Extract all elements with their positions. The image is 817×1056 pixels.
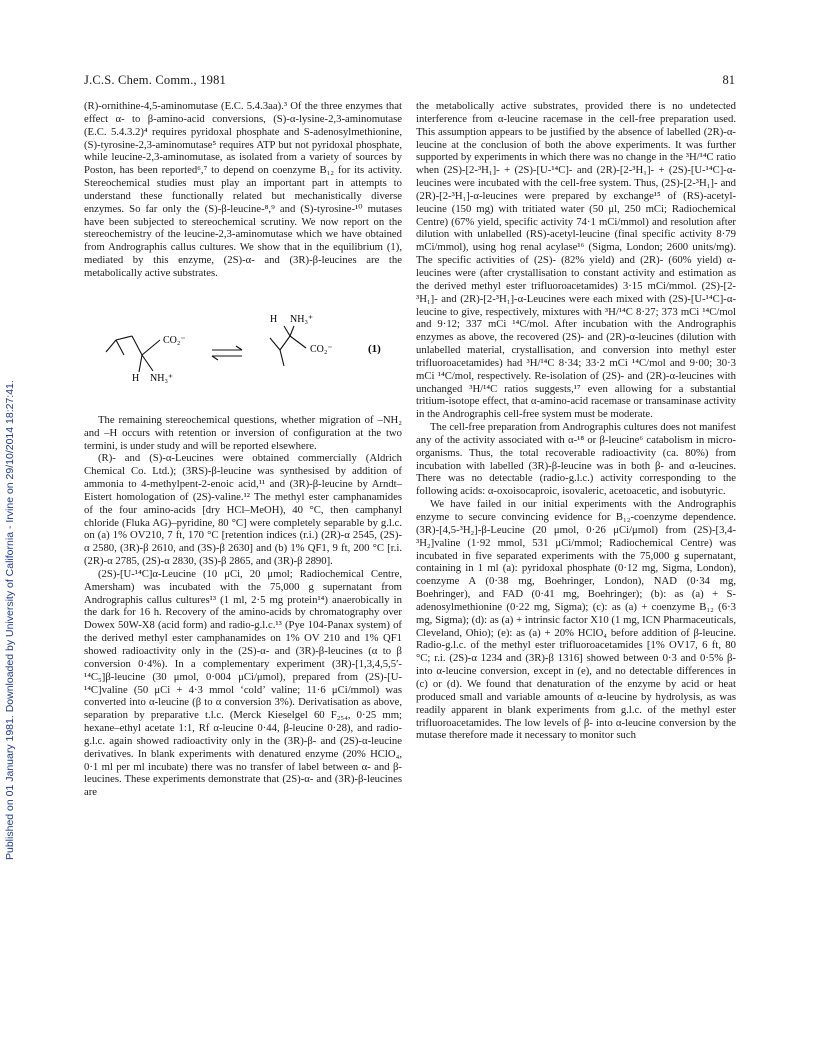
download-watermark-text: Published on 01 January 1981. Downloaded by University of California - Irvine on 29/10/2014 18:27:41. (4, 380, 16, 860)
left-paragraph-4: (2S)-[U-¹⁴C]α-Leucine (10 μCi, 20 μmol; Radiochemical Centre, Amersham) was incubated with the 75,000 g supernatant from Andrographis callus cultures¹³ (1 ml, 2·5 mg protein¹⁴) anaerobically in the dark for 16 h. Recovery of the amino-acids by chromatography over Dowex 50W-X8 (acid form) and radio-g.l.c.¹³ (Pye 104-Panax system) of the derived methyl ester camphanamides on 1% OV 210 and 1% QF1 showed radioactivity only in the (2S)-α- and (3R)-β-leucines (α to β conversion 0·4%). In a complementary experiment (3R)-[1,3,4,5,5′-¹⁴C₅]β-leucine (30 μmol, 0·004 μCi/μmol), prepared from (2S)-[U-¹⁴C]valine (50 μCi + 4·3 mmol ‘cold’ valine; 11·6 μCi/mmol) was converted into α-leucine (β to α conversion 3%). Derivatisation as above, separation by preparative t.l.c. (Merck Kieselgel 60 F₂₅₄, 0·25 mm; hexane–ethyl acetate 1:1, Rf α-leucine 0·44, β-leucine 0·28), and radio-g.l.c. again showed radioactivity only in the (3R)-β- and (2S)-α-leucine derivatives. In blank experiments with denatured enzyme (20% HClO₄, 0·1 ml per ml incubate) there was no transfer of label between α- and β-leucines. These experiments demonstrate that (2S)-α- and (3R)-β-leucines are (84, 567, 402, 799)
right-paragraph-2: The cell-free preparation from Andrographis cultures does not manifest any of the activity associated with α-¹⁸ or β-leucine⁶ catabolism in micro-organisms. Thus, the total recoverable radioactivity (ca. 80%) from incubation with labelled (3R)-β-leucine was in both β- and α-leucines. There was no detectable (radio-g.l.c.) activity corresponding to the following acids: α-oxoisocaproic, isovaleric, acetoacetic, and isobutyric. (416, 421, 736, 498)
right-co2-label: CO₂⁻ (310, 343, 333, 355)
left-paragraph-2: The remaining stereochemical questions, whether migration of –NH₂ and –H occurs with retention or inversion of configuration at the two termini, is under study and will be reported elsewhere. (84, 413, 402, 452)
equilibrium-scheme-svg (84, 280, 402, 410)
page-number: 81 (722, 73, 735, 87)
alpha-leucine-structure (106, 336, 160, 372)
left-co2-label: CO₂⁻ (163, 334, 186, 346)
right-paragraph-3: We have failed in our initial experiments with the Andrographis enzyme to secure convincing evidence for B₁₂-coenzyme dependence. (3R)-[4,5-³H₂]-β-Leucine (20 μmol, 0·26 μCi/μmol) from (2S)-[3,4-³H₂]valine (1·92 mmol, 531 μCi/mmol; Radiochemical Centre) was incubated in five separated experiments with the 75,000 g supernatant, containing in 1 ml (a): pyridoxal phosphate (0·12 mg, Sigma, London), coenzyme A (0·38 mg, Boehringer, London), NAD (0·34 mg, Boehringer), and FAD (0·41 mg, Boehringer); (b): as (a) + S-adenosylmethionine (0·22 mg, Sigma); (c): as (a) + coenzyme B₁₂ (6·3 mg, Sigma); (d): as (a) + intrinsic factor X10 (1 mg, ICN Pharmaceuticals, Cleveland, Ohio); (e): as (a) + 20% HClO₄ before addition of β-leucine. Radio-g.l.c. of the methyl ester trifluoroacetamides [1% OV17, 6 ft, 80 °C; r.i. (2S)-α 1234 and (3R)-β 1316] showed between 0·3 and 0·5% β- into α-leucine conversion, except in (e), and no detectable differences in (c) or (d). We found that denaturation of the enzyme by acid or heat produced small and variable amounts of α-leucine by hydrolysis, as was readily apparent in blank experiments from g.l.c. of the methyl ester trifluoroacetamides. The low levels of β- into α-leucine conversion by the mutase therefore made it necessary to monitor such (416, 498, 736, 742)
left-column (84, 100, 402, 799)
beta-leucine-structure (270, 326, 306, 366)
left-nh3-label: NH₃⁺ (150, 372, 174, 384)
running-header-journal: J.C.S. Chem. Comm., 1981 (84, 73, 226, 87)
right-paragraph-1: the metabolically active substrates, provided there is no undetected interference from α-leucine racemase in the cell-free preparation used. This assumption appears to be justified by the absence of labelled (2R)-α-leucine at the conclusion of both the above experiments. It was further supported by experiments in which there was no change in the ³H/¹⁴C ratio when (2S)-[2-³H₁]- + (2S)-[U-¹⁴C]- and (2R)-[2-³H₁]- + (2S)-[U-¹⁴C]-α-leucines were incubated with the cell-free system. Thus, (2S)-[2-³H₁]- and (2R)-[2-³H₁]-α-leucines were prepared by exchange¹⁵ of (RS)-acetyl-leucine (150 mg) with tritiated water (50 μl, 250 mCi; Radiochemical Centre) (67% yield, specific activity 74·1 mCi/mmol) and resolution after dilution with unlabelled (RS)-acetyl-leucine (final specific activity 8·79 mCi/mmol), using hog renal acylase¹⁶ (Sigma, London; 2600 units/mg). The specific activities of (2S)- (82% yield) and (2R)- (60% yield) α-leucines were (after crystallisation to constant activity and estimation as the derived methyl ester trifluoroacetamides) 3·15 mCi/mmol. (2S)-[2-³H₁]- and (2R)-[2-³H₁]-α-Leucines were each mixed with (2S)-[U-¹⁴C]-α-leucine to give, respectively, mixtures with ³H/¹⁴C 8·27; 373 mCi ¹⁴C/mol and 9·12; 337 mCi ¹⁴C/mol. After incubation with the Andrographis enzymes as above, the recovered (2S)- and (2R)-α-leucines (dilution with unlabelled material, crystallisation, and conversion into methyl ester trifluoroacetamides) had ³H/¹⁴C 8·34; 33·2 mCi ¹⁴C/mol and 9·00; 30·3 mCi ¹⁴C/mol, respectively. Re-isolation of (2S)- and (2R)-α-leucines with unchanged ³H/¹⁴C ratios suggests,¹⁷ even allowing for a substantial tritium-isotope effect, that α-amino-acid racemase or transaminase activity in the Andrographis cell-free system must be moderate. (416, 100, 736, 421)
left-paragraph-3: (R)- and (S)-α-Leucines were obtained commercially (Aldrich Chemical Co. Ltd.); (3RS)-β-leucine was synthesised by addition of ammonia to 4-methylpent-2-enoic acid,¹¹ and (3R)-β-leucine by Arndt–Eistert homologation of (2S)-valine.¹² The methyl ester camphanamides of the four amino-acids [dry HCl–MeOH), 40 °C, then camphanyl chloride (Fluka AG)–pyridine, 80 °C] were completely separable by g.l.c. on (a) 1% OV210, 7 ft, 170 °C [retention indices (r.i.) (2R)-α 2545, (2S)-α 2580, (3R)-β 2610, and (3S)-β 2630] and (b) 1% QF1, 9 ft, 200 °C [r.i. (2R)-α 2785, (2S)-α 2830, (3S)-β 2865, and (3R)-β 2890]. (84, 452, 402, 568)
left-paragraph-1: (R)-ornithine-4,5-aminomutase (E.C. 5.4.3aa).³ Of the three enzymes that effect α- to β-amino-acid conversions, (S)-α-lysine-2,3-aminomutase (E.C. 5.4.3.2)⁴ requires pyridoxal phosphate and S-adenosylmethionine, (S)-tyrosine-2,3-aminomutase⁵ requires ATP but not pyridoxal phosphate, while leucine-2,3-aminomutase, as isolated from a variety of sources by Poston, has been reported⁶,⁷ to depend on coenzyme B₁₂ for its activity. Stereochemical studies must play an important part in attempts to understand these functionally related but mechanistically diverse enzymes. So far only the (S)-β-leucine-⁸,⁹ and (S)-tyrosine-¹⁰ mutases have been subjected to stereochemical scrutiny. We now report on the stereochemistry of the leucine-2,3-aminomutase which we have obtained from Andrographis callus cultures. We show that in the equilibrium (1), mediated by this enzyme, (2S)-α- and (3R)-β-leucines are the metabolically active substrates. (84, 100, 402, 279)
right-nh3-label: NH₃⁺ (290, 313, 314, 325)
equilibrium-scheme (84, 280, 402, 410)
equation-number: (1) (368, 342, 381, 355)
right-h-label: H (270, 313, 278, 325)
download-watermark (4, 160, 20, 860)
equilibrium-arrows-icon (212, 346, 242, 360)
left-h-label: H (132, 372, 140, 384)
right-column (416, 100, 736, 742)
